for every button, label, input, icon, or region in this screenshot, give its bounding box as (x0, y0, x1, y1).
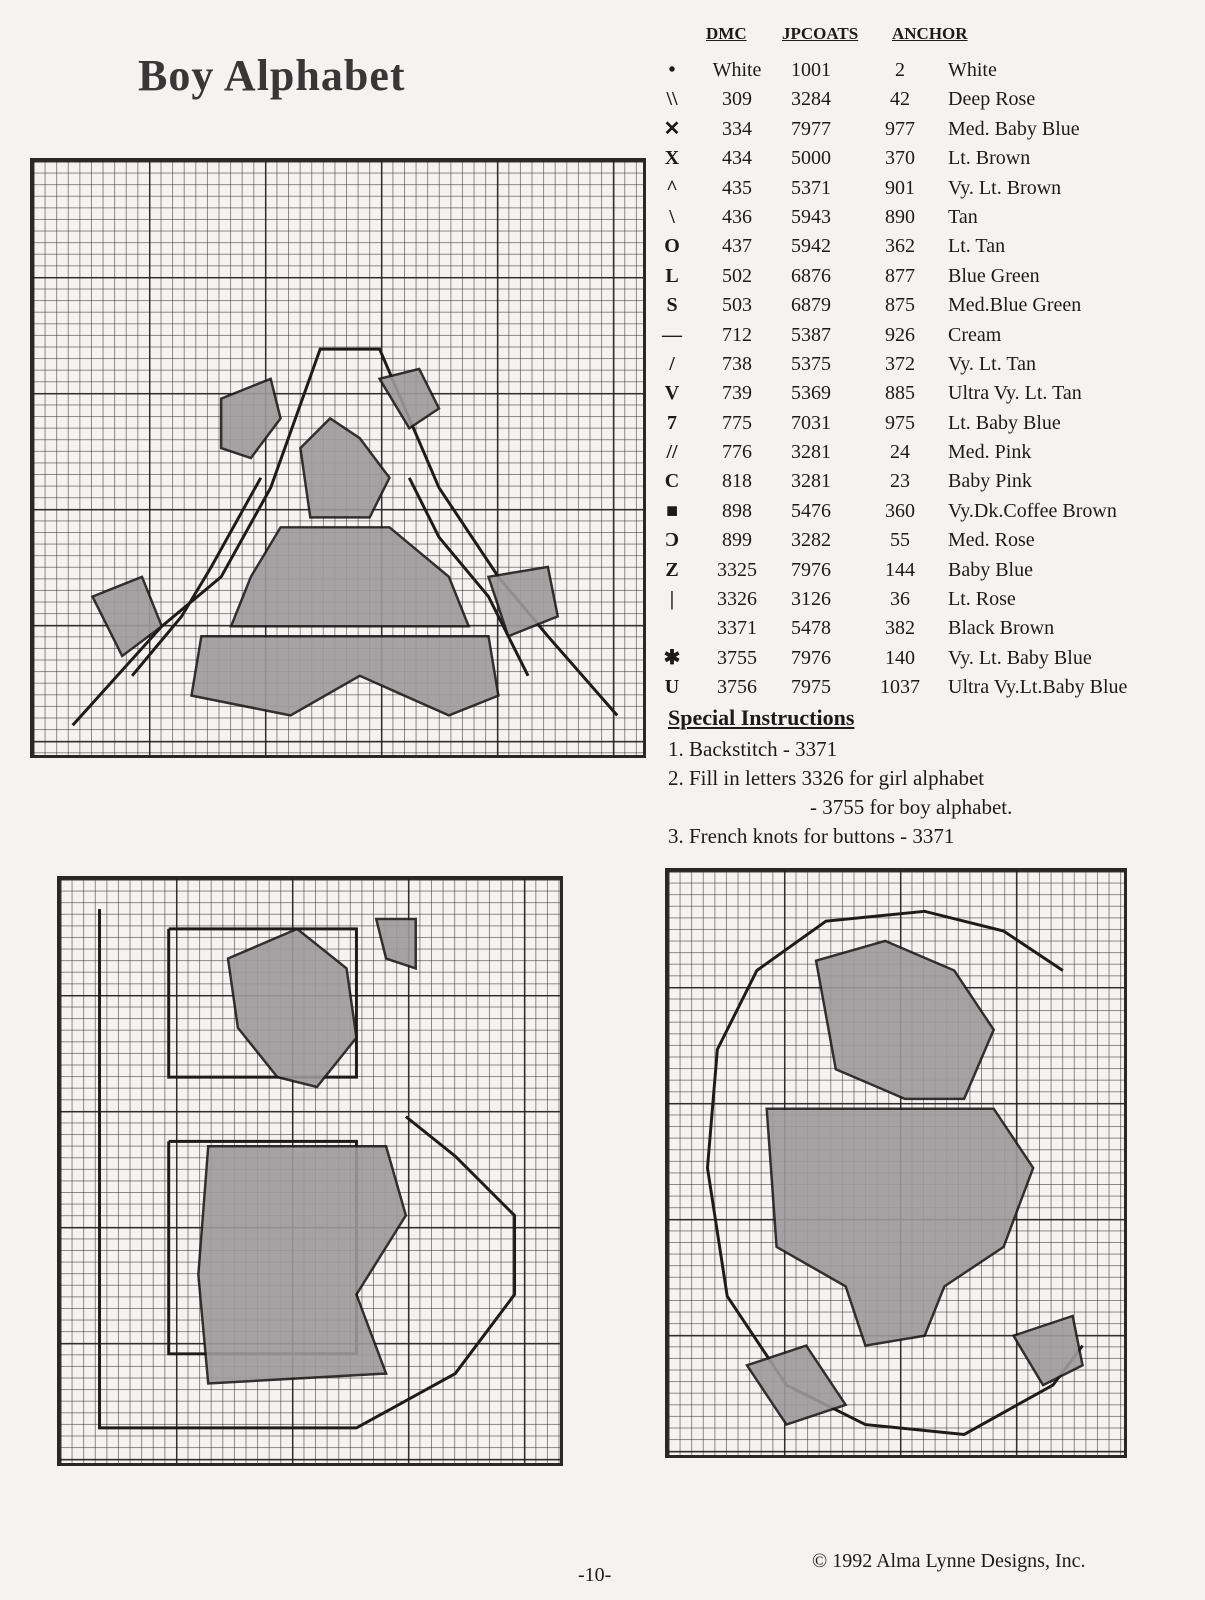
key-anchor: 977 (885, 117, 915, 140)
key-color-name: Cream (948, 323, 1002, 346)
bear-head (300, 418, 389, 517)
key-anchor: 1037 (880, 676, 920, 699)
key-anchor: 55 (890, 529, 910, 552)
key-anchor: 36 (890, 588, 910, 611)
key-jpcoats: 5371 (791, 176, 831, 199)
key-color-name: Tan (948, 205, 978, 228)
key-jpcoats: 5369 (791, 382, 831, 405)
key-jpcoats: 7977 (791, 117, 831, 140)
key-color-name: Blue Green (948, 264, 1040, 287)
key-jpcoats: 5478 (791, 617, 831, 640)
key-color-name: Vy. Lt. Brown (948, 176, 1062, 199)
key-dmc: 436 (722, 205, 752, 228)
key-row (660, 262, 1200, 291)
key-anchor: 885 (885, 382, 915, 405)
key-row (660, 321, 1200, 350)
key-dmc: 775 (722, 411, 752, 434)
key-jpcoats: 5375 (791, 352, 831, 375)
key-dmc: 818 (722, 470, 752, 493)
key-symbol: S (666, 294, 678, 317)
key-symbol: V (664, 382, 680, 405)
key-symbol: ^ (666, 176, 678, 199)
key-anchor: 926 (885, 323, 915, 346)
key-dmc: 3371 (717, 617, 757, 640)
key-symbol: ✱ (663, 646, 681, 669)
key-symbol: ✕ (663, 117, 681, 140)
key-dmc: 712 (722, 323, 752, 346)
key-header-jpcoats: JPCOATS (782, 24, 859, 43)
key-anchor: 875 (885, 294, 915, 317)
bear-head (816, 941, 994, 1099)
key-row (660, 497, 1200, 526)
bear-legs (191, 636, 498, 715)
special-instructions-title: Special Instructions (668, 705, 855, 730)
key-jpcoats: 3281 (791, 470, 831, 493)
key-jpcoats: 7976 (791, 558, 831, 581)
bear-body (198, 1146, 406, 1383)
key-jpcoats: 3282 (791, 529, 831, 552)
bear-right-paw (488, 567, 557, 636)
key-anchor: 23 (890, 470, 910, 493)
key-symbol: \\ (666, 88, 678, 111)
key-symbol: | (669, 588, 675, 611)
key-jpcoats: 5387 (791, 323, 831, 346)
key-dmc: 738 (722, 352, 752, 375)
key-symbol: Ͻ (664, 529, 680, 552)
key-jpcoats: 5000 (791, 147, 831, 170)
key-color-name: Baby Blue (948, 558, 1033, 581)
key-dmc: 434 (722, 147, 752, 170)
key-anchor: 382 (885, 617, 915, 640)
key-dmc: 334 (722, 117, 752, 140)
instruction-3: 3. French knots for buttons - 3371 (668, 824, 955, 848)
key-row (660, 644, 1200, 673)
key-color-name: Vy.Dk.Coffee Brown (948, 499, 1117, 522)
key-jpcoats: 1001 (791, 59, 831, 81)
key-dmc: 776 (722, 441, 752, 464)
key-row (660, 232, 1200, 261)
color-key-table (660, 56, 1200, 703)
key-row (660, 291, 1200, 320)
key-symbol: 7 (667, 411, 677, 434)
key-row (660, 614, 1200, 643)
key-anchor: 372 (885, 352, 915, 375)
bear-left-ear (221, 379, 280, 458)
key-color-name: Med. Pink (948, 441, 1032, 464)
key-row (660, 379, 1200, 408)
key-color-name: Med. Baby Blue (948, 117, 1080, 140)
key-symbol: Z (665, 558, 679, 581)
key-jpcoats: 3281 (791, 441, 831, 464)
key-jpcoats: 7976 (791, 646, 831, 669)
letter-a-bear-motif (33, 161, 643, 755)
key-color-name: Med.Blue Green (948, 294, 1082, 317)
bear-left-paw (92, 577, 161, 656)
key-anchor: 370 (885, 147, 915, 170)
key-anchor: 2 (895, 59, 905, 81)
key-symbol: C (664, 470, 680, 493)
key-anchor: 975 (885, 411, 915, 434)
key-symbol: // (666, 441, 678, 464)
special-instructions (668, 705, 1188, 851)
key-symbol: / (669, 352, 675, 375)
bear-body (767, 1109, 1033, 1346)
key-symbol: \ (669, 205, 675, 228)
key-row (660, 467, 1200, 496)
key-symbol: U (664, 676, 680, 699)
key-dmc: 3756 (717, 676, 757, 699)
bear-foot-left (747, 1346, 846, 1425)
bear-head (228, 929, 356, 1087)
key-anchor: 144 (885, 558, 915, 581)
key-anchor: 890 (885, 205, 915, 228)
key-color-name: Vy. Lt. Tan (948, 352, 1037, 375)
key-color-name: Deep Rose (948, 88, 1036, 111)
key-row (660, 556, 1200, 585)
key-row (660, 585, 1200, 614)
key-row (660, 203, 1200, 232)
key-anchor: 140 (885, 646, 915, 669)
key-dmc: 309 (722, 88, 752, 111)
cross-stitch-chart-a (30, 158, 646, 758)
key-dmc: 437 (722, 235, 752, 258)
key-row (660, 350, 1200, 379)
key-row (660, 115, 1200, 144)
page-number: -10- (578, 1564, 612, 1586)
key-dmc: 3326 (717, 588, 757, 611)
key-color-name: Lt. Baby Blue (948, 411, 1061, 434)
copyright-notice: © 1992 Alma Lynne Designs, Inc. (812, 1550, 1086, 1572)
cross-stitch-chart-c (665, 868, 1127, 1458)
key-jpcoats: 7031 (791, 411, 831, 434)
key-dmc: 3755 (717, 646, 757, 669)
key-dmc: 503 (722, 294, 752, 317)
key-anchor: 42 (890, 88, 910, 111)
key-anchor: 877 (885, 264, 915, 287)
instruction-2: 2. Fill in letters 3326 for girl alphabet (668, 766, 985, 790)
key-row (660, 673, 1200, 702)
bear-ear (376, 919, 416, 968)
key-anchor: 360 (885, 499, 915, 522)
key-color-name: Lt. Tan (948, 235, 1006, 258)
key-color-name: Lt. Brown (948, 147, 1031, 170)
key-symbol: X (664, 147, 680, 170)
page-title: Boy Alphabet (138, 51, 406, 100)
instruction-2-continued: - 3755 for boy alphabet. (810, 795, 1013, 819)
key-row (660, 174, 1200, 203)
key-row (660, 85, 1200, 114)
key-dmc: 435 (722, 176, 752, 199)
key-color-name: Med. Rose (948, 529, 1035, 552)
key-color-name: Ultra Vy.Lt.Baby Blue (948, 676, 1128, 699)
key-anchor: 901 (885, 176, 915, 199)
key-anchor: 24 (890, 441, 910, 464)
key-header-anchor: ANCHOR (892, 24, 968, 43)
key-jpcoats: 3126 (791, 588, 831, 611)
letter-b-bear-motif (60, 879, 560, 1463)
key-color-name: Baby Pink (948, 470, 1032, 493)
cross-stitch-chart-b (57, 876, 563, 1466)
key-jpcoats: 5476 (791, 499, 831, 522)
key-row (660, 409, 1200, 438)
key-row (660, 526, 1200, 555)
key-jpcoats: 5943 (791, 205, 831, 228)
key-symbol: ■ (665, 499, 679, 522)
key-jpcoats: 6879 (791, 294, 831, 317)
key-jpcoats: 6876 (791, 264, 831, 287)
key-symbol: • (668, 59, 676, 81)
key-row (660, 144, 1200, 173)
key-dmc: White (712, 59, 762, 81)
key-jpcoats: 7975 (791, 676, 831, 699)
key-color-name: Lt. Rose (948, 588, 1016, 611)
key-anchor: 362 (885, 235, 915, 258)
bear-foot-right (1013, 1316, 1082, 1385)
key-dmc: 898 (722, 499, 752, 522)
instruction-1: 1. Backstitch - 3371 (668, 737, 838, 761)
key-dmc: 3325 (717, 558, 757, 581)
key-color-name: Ultra Vy. Lt. Tan (948, 382, 1082, 405)
key-row (660, 438, 1200, 467)
key-symbol: — (662, 323, 682, 346)
key-color-name: Vy. Lt. Baby Blue (948, 646, 1092, 669)
bear-body (231, 527, 469, 626)
key-jpcoats: 3284 (791, 88, 831, 111)
key-dmc: 739 (722, 382, 752, 405)
key-jpcoats: 5942 (791, 235, 831, 258)
letter-c-bear-motif (668, 871, 1124, 1455)
key-dmc: 899 (722, 529, 752, 552)
key-symbol: O (664, 235, 680, 258)
key-row (660, 56, 1200, 85)
key-color-name: White (948, 59, 997, 81)
key-symbol: L (665, 264, 679, 287)
key-dmc: 502 (722, 264, 752, 287)
bear-right-ear (380, 369, 439, 428)
key-color-name: Black Brown (948, 617, 1055, 640)
key-header-dmc: DMC (706, 24, 747, 43)
